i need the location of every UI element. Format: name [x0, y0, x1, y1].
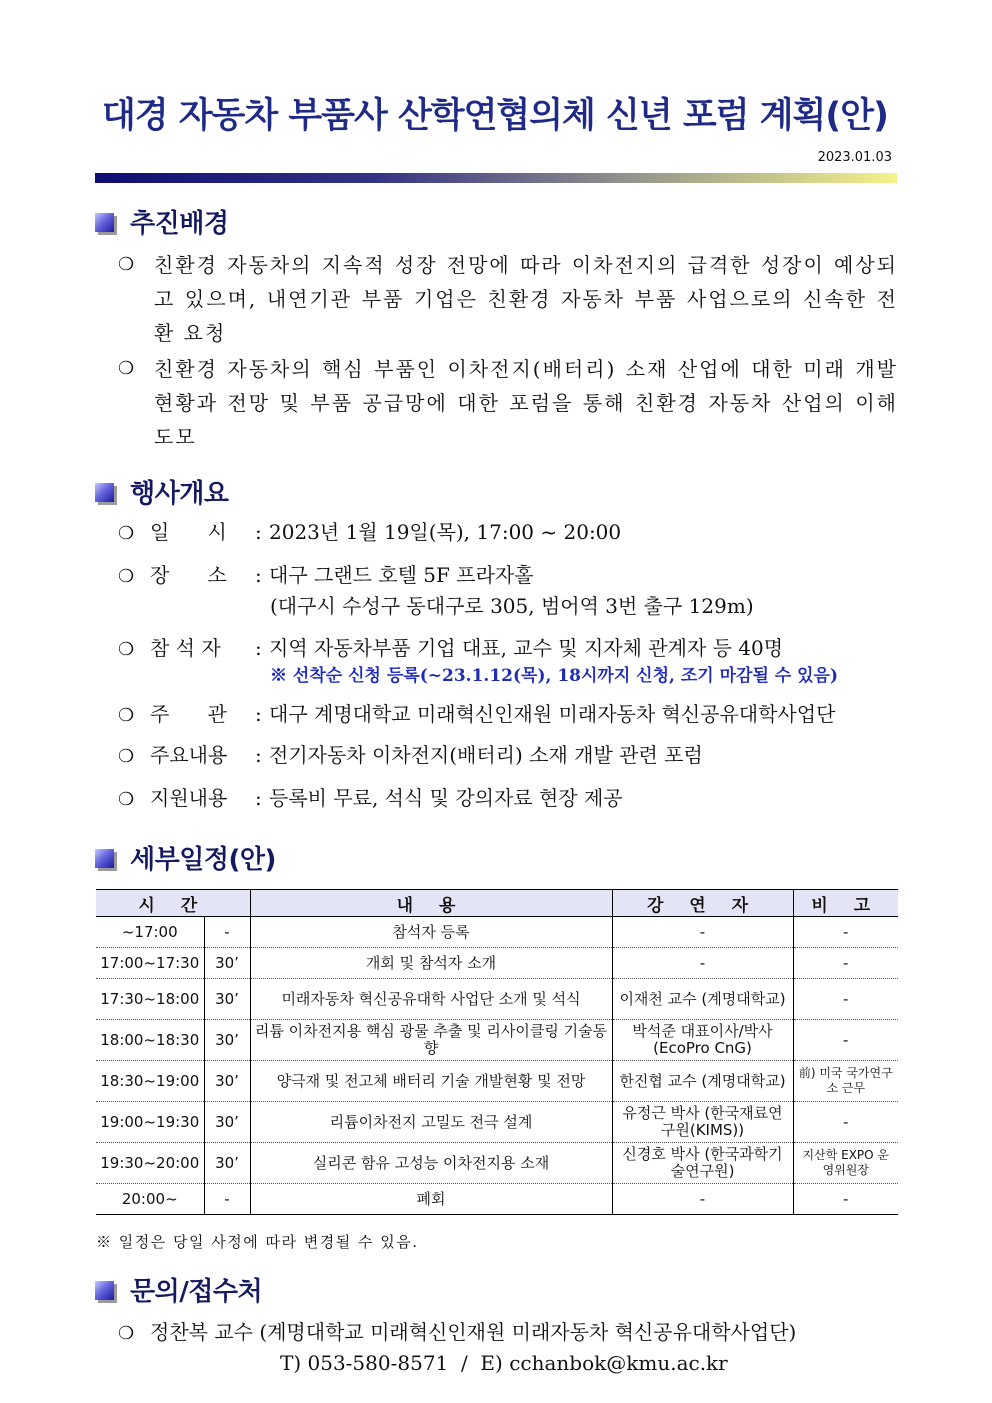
cell-duration: -: [204, 917, 250, 948]
cell-speaker: -: [612, 948, 793, 979]
overview-support-row: ❍ 지원내용 : 등록비 무료, 석식 및 강의자료 현장 제공: [118, 783, 623, 815]
header-time: 시 간: [96, 890, 250, 917]
cell-time: 19:30~20:00: [96, 1143, 204, 1184]
registration-note: ※ 선착순 신청 등록(~23.1.12(목), 18시까지 신청, 조기 마감될 수 있음): [270, 666, 839, 686]
background-bullet-1: ❍ 친환경 자동차의 지속적 성장 전망에 따라 이차전지의 급격한 성장이 예상되고 있으며, 내연기관 부품 기업은 친환경 자동차 부품 사업으로의 신속한 전환 요청: [118, 248, 898, 350]
cell-time: ~17:00: [96, 917, 204, 948]
cell-time: 17:30~18:00: [96, 979, 204, 1020]
overview-attendees-row: ❍ 참 석 자 : 지역 자동차부품 기업 대표, 교수 및 지자체 관계자 등 40명: [118, 633, 783, 665]
title-divider: [95, 173, 897, 183]
circle-bullet-icon: ❍: [118, 566, 135, 587]
section-contact-heading: 문의/접수처: [95, 1272, 262, 1306]
header-note: 비 고: [793, 890, 898, 917]
section-square-icon: [95, 213, 114, 232]
table-row: [96, 1143, 898, 1184]
section-square-icon: [95, 1281, 114, 1300]
table-row: [96, 1061, 898, 1102]
cell-note: -: [793, 948, 898, 979]
cell-note: -: [793, 917, 898, 948]
cell-time: 17:00~17:30: [96, 948, 204, 979]
table-row: [96, 948, 898, 979]
circle-bullet-icon: ❍: [118, 358, 135, 379]
contact-person: ❍ 정찬복 교수 (계명대학교 미래혁신인재원 미래자동차 혁신공유대학사업단): [118, 1317, 796, 1349]
background-bullet-2: ❍ 친환경 자동차의 핵심 부품인 이차전지(배터리) 소재 산업에 대한 미래 개발 현황과 전망 및 부품 공급망에 대한 포럼을 통해 친환경 자동차 산업의 이해 도모: [118, 352, 898, 454]
overview-content-row: ❍ 주요내용 : 전기자동차 이차전지(배터리) 소재 개발 관련 포럼: [118, 740, 703, 772]
cell-content: 폐회: [250, 1184, 612, 1215]
circle-bullet-icon: ❍: [118, 639, 135, 660]
cell-duration: 30’: [204, 979, 250, 1020]
cell-content: 개회 및 참석자 소개: [250, 948, 612, 979]
section-overview-heading: 행사개요: [95, 474, 228, 508]
cell-speaker: 박석준 대표이사/박사 (EcoPro CnG): [612, 1020, 793, 1061]
section-schedule-heading: 세부일정(안): [95, 840, 276, 874]
cell-duration: 30’: [204, 948, 250, 979]
overview-place-row: ❍ 장 소 : 대구 그랜드 호텔 5F 프라자홀: [118, 560, 534, 592]
cell-note: 前) 미국 국가연구소 근무: [793, 1061, 898, 1102]
cell-speaker: -: [612, 1184, 793, 1215]
circle-bullet-icon: ❍: [118, 523, 135, 544]
cell-duration: -: [204, 1184, 250, 1215]
cell-speaker: -: [612, 917, 793, 948]
section-square-icon: [95, 849, 114, 868]
overview-host-row: ❍ 주 관 : 대구 계명대학교 미래혁신인재원 미래자동차 혁신공유대학사업단: [118, 699, 835, 731]
cell-duration: 30’: [204, 1020, 250, 1061]
schedule-footnote: ※ 일정은 당일 사정에 따라 변경될 수 있음.: [96, 1233, 419, 1251]
header-speaker: 강 연 자: [612, 890, 793, 917]
overview-place-address: (대구시 수성구 동대구로 305, 범어역 3번 출구 129m): [270, 594, 754, 618]
circle-bullet-icon: ❍: [118, 789, 135, 810]
page-title: 대경 자동차 부품사 산학연협의체 신년 포럼 계획(안): [101, 96, 889, 136]
circle-bullet-icon: ❍: [118, 1323, 135, 1344]
section-square-icon: [95, 483, 114, 502]
cell-time: 19:00~19:30: [96, 1102, 204, 1143]
cell-speaker: 신경호 박사 (한국과학기술연구원): [612, 1143, 793, 1184]
overview-date-row: ❍ 일 시 : 2023년 1월 19일(목), 17:00 ~ 20:00: [118, 517, 621, 549]
cell-duration: 30’: [204, 1143, 250, 1184]
schedule-header-row: [96, 890, 898, 917]
cell-time: 18:30~19:00: [96, 1061, 204, 1102]
cell-content: 미래자동차 혁신공유대학 사업단 소개 및 석식: [250, 979, 612, 1020]
table-row: [96, 1184, 898, 1215]
table-row: [96, 1102, 898, 1143]
circle-bullet-icon: ❍: [118, 746, 135, 767]
table-row: [96, 917, 898, 948]
contact-phone-email: T) 053-580-8571 / E) cchanbok@kmu.ac.kr: [280, 1351, 728, 1375]
table-row: [96, 979, 898, 1020]
table-row: [96, 1020, 898, 1061]
schedule-table: [96, 889, 898, 1215]
cell-note: -: [793, 1184, 898, 1215]
cell-note: 지산학 EXPO 운영위원장: [793, 1143, 898, 1184]
cell-time: 18:00~18:30: [96, 1020, 204, 1061]
circle-bullet-icon: ❍: [118, 254, 135, 275]
cell-speaker: 한진협 교수 (계명대학교): [612, 1061, 793, 1102]
cell-content: 참석자 등록: [250, 917, 612, 948]
cell-content: 리튬 이차전지용 핵심 광물 추출 및 리사이클링 기술동향: [250, 1020, 612, 1061]
document-date: 2023.01.03: [817, 150, 892, 165]
cell-duration: 30’: [204, 1061, 250, 1102]
circle-bullet-icon: ❍: [118, 705, 135, 726]
cell-note: -: [793, 1102, 898, 1143]
cell-content: 실리콘 함유 고성능 이차전지용 소재: [250, 1143, 612, 1184]
cell-note: -: [793, 979, 898, 1020]
section-background-heading: 추진배경: [95, 204, 228, 238]
cell-time: 20:00~: [96, 1184, 204, 1215]
cell-content: 양극재 및 전고체 배터리 기술 개발현황 및 전망: [250, 1061, 612, 1102]
cell-content: 리튬이차전지 고밀도 전극 설계: [250, 1102, 612, 1143]
cell-speaker: 이재천 교수 (계명대학교): [612, 979, 793, 1020]
cell-speaker: 유정근 박사 (한국재료연구원(KIMS)): [612, 1102, 793, 1143]
cell-note: -: [793, 1020, 898, 1061]
header-content: 내 용: [250, 890, 612, 917]
cell-duration: 30’: [204, 1102, 250, 1143]
